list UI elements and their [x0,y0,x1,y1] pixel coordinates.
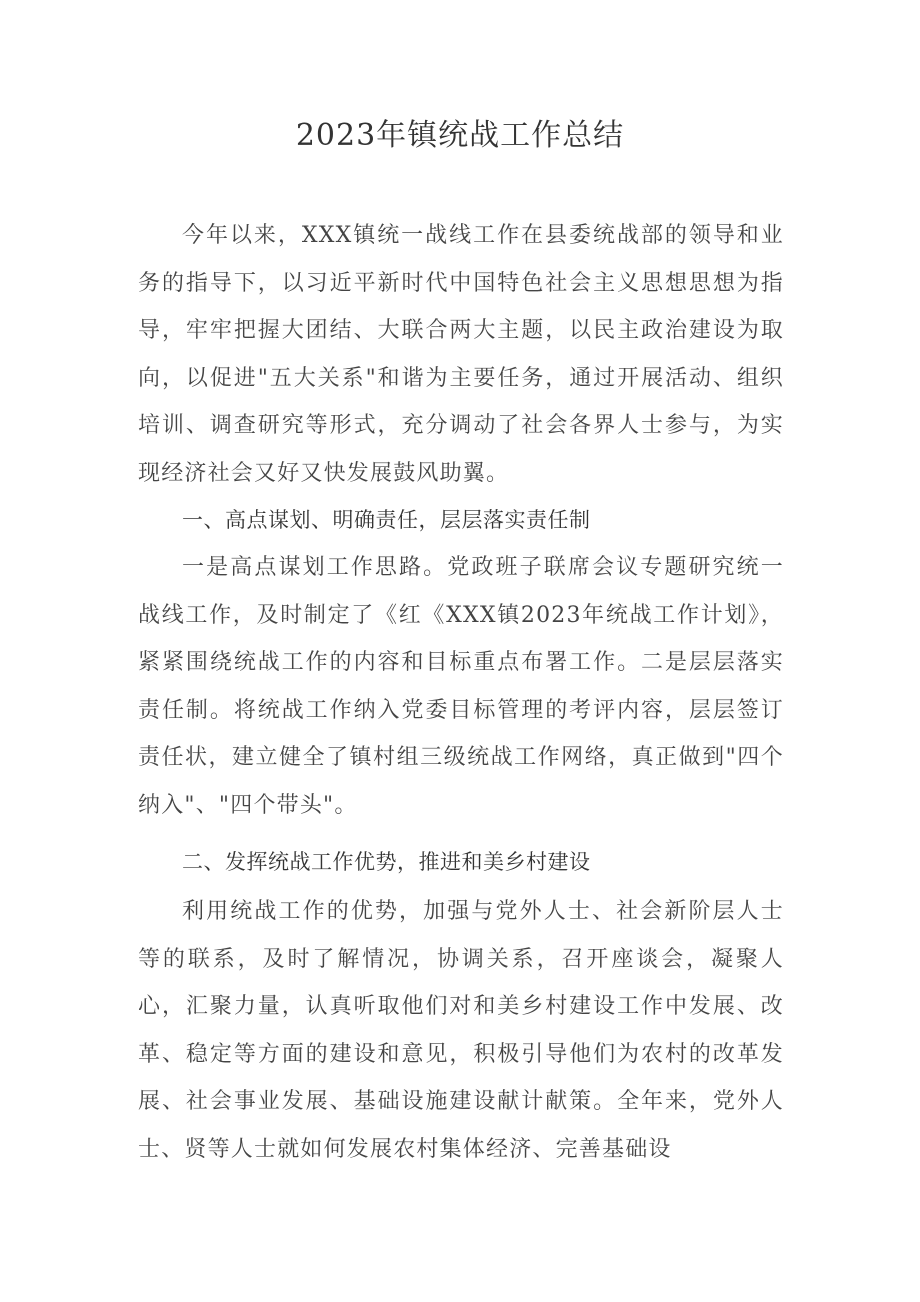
document-title: 2023年镇统战工作总结 [295,118,625,153]
section-2-paragraph: 利用统战工作的优势，加强与党外人士、社会新阶层人士等的联系，及时了解情况，协调关系，召开座谈会，凝聚人心，汇聚力量，认真听取他们对和美乡村建设工作中发展、改革、稳定等方面的建设和意见，积极引导他们为农村的改革发展、社会事业发展、基础设施建设献计献策。全年来，党外人士、贤等人士就如何发展农村集体经济、完善基础设 [138,899,784,1162]
section-1-paragraph: 一是高点谋划工作思路。党政班子联席会议专题研究统一战线工作，及时制定了《红《XXX镇2023年统战工作计划》，紧紧围绕统战工作的内容和目标重点布署工作。二是层层落实责任制。将统战工作纳入党委目标管理的考评内容，层层签订责任状，建立健全了镇村组三级统战工作网络，真正做到"四个纳入"、"四个带头"。 [138,555,784,818]
intro-paragraph: 今年以来，XXX镇统一战线工作在县委统战部的领导和业务的指导下，以习近平新时代中国特色社会主义思想思想为指导，牢牢把握大团结、大联合两大主题，以民主政治建设为取向，以促进"五大关系"和谐为主要任务，通过开展活动、组织培训、调查研究等形式，充分调动了社会各界人士参与，为实现经济社会又好又快发展鼓风助翼。 [138,223,784,486]
section-heading-2: 二、发挥统战工作优势，推进和美乡村建设 [182,850,591,874]
section-heading-1: 一、高点谋划、明确责任，层层落实责任制 [182,508,591,532]
document-body [138,212,784,1173]
